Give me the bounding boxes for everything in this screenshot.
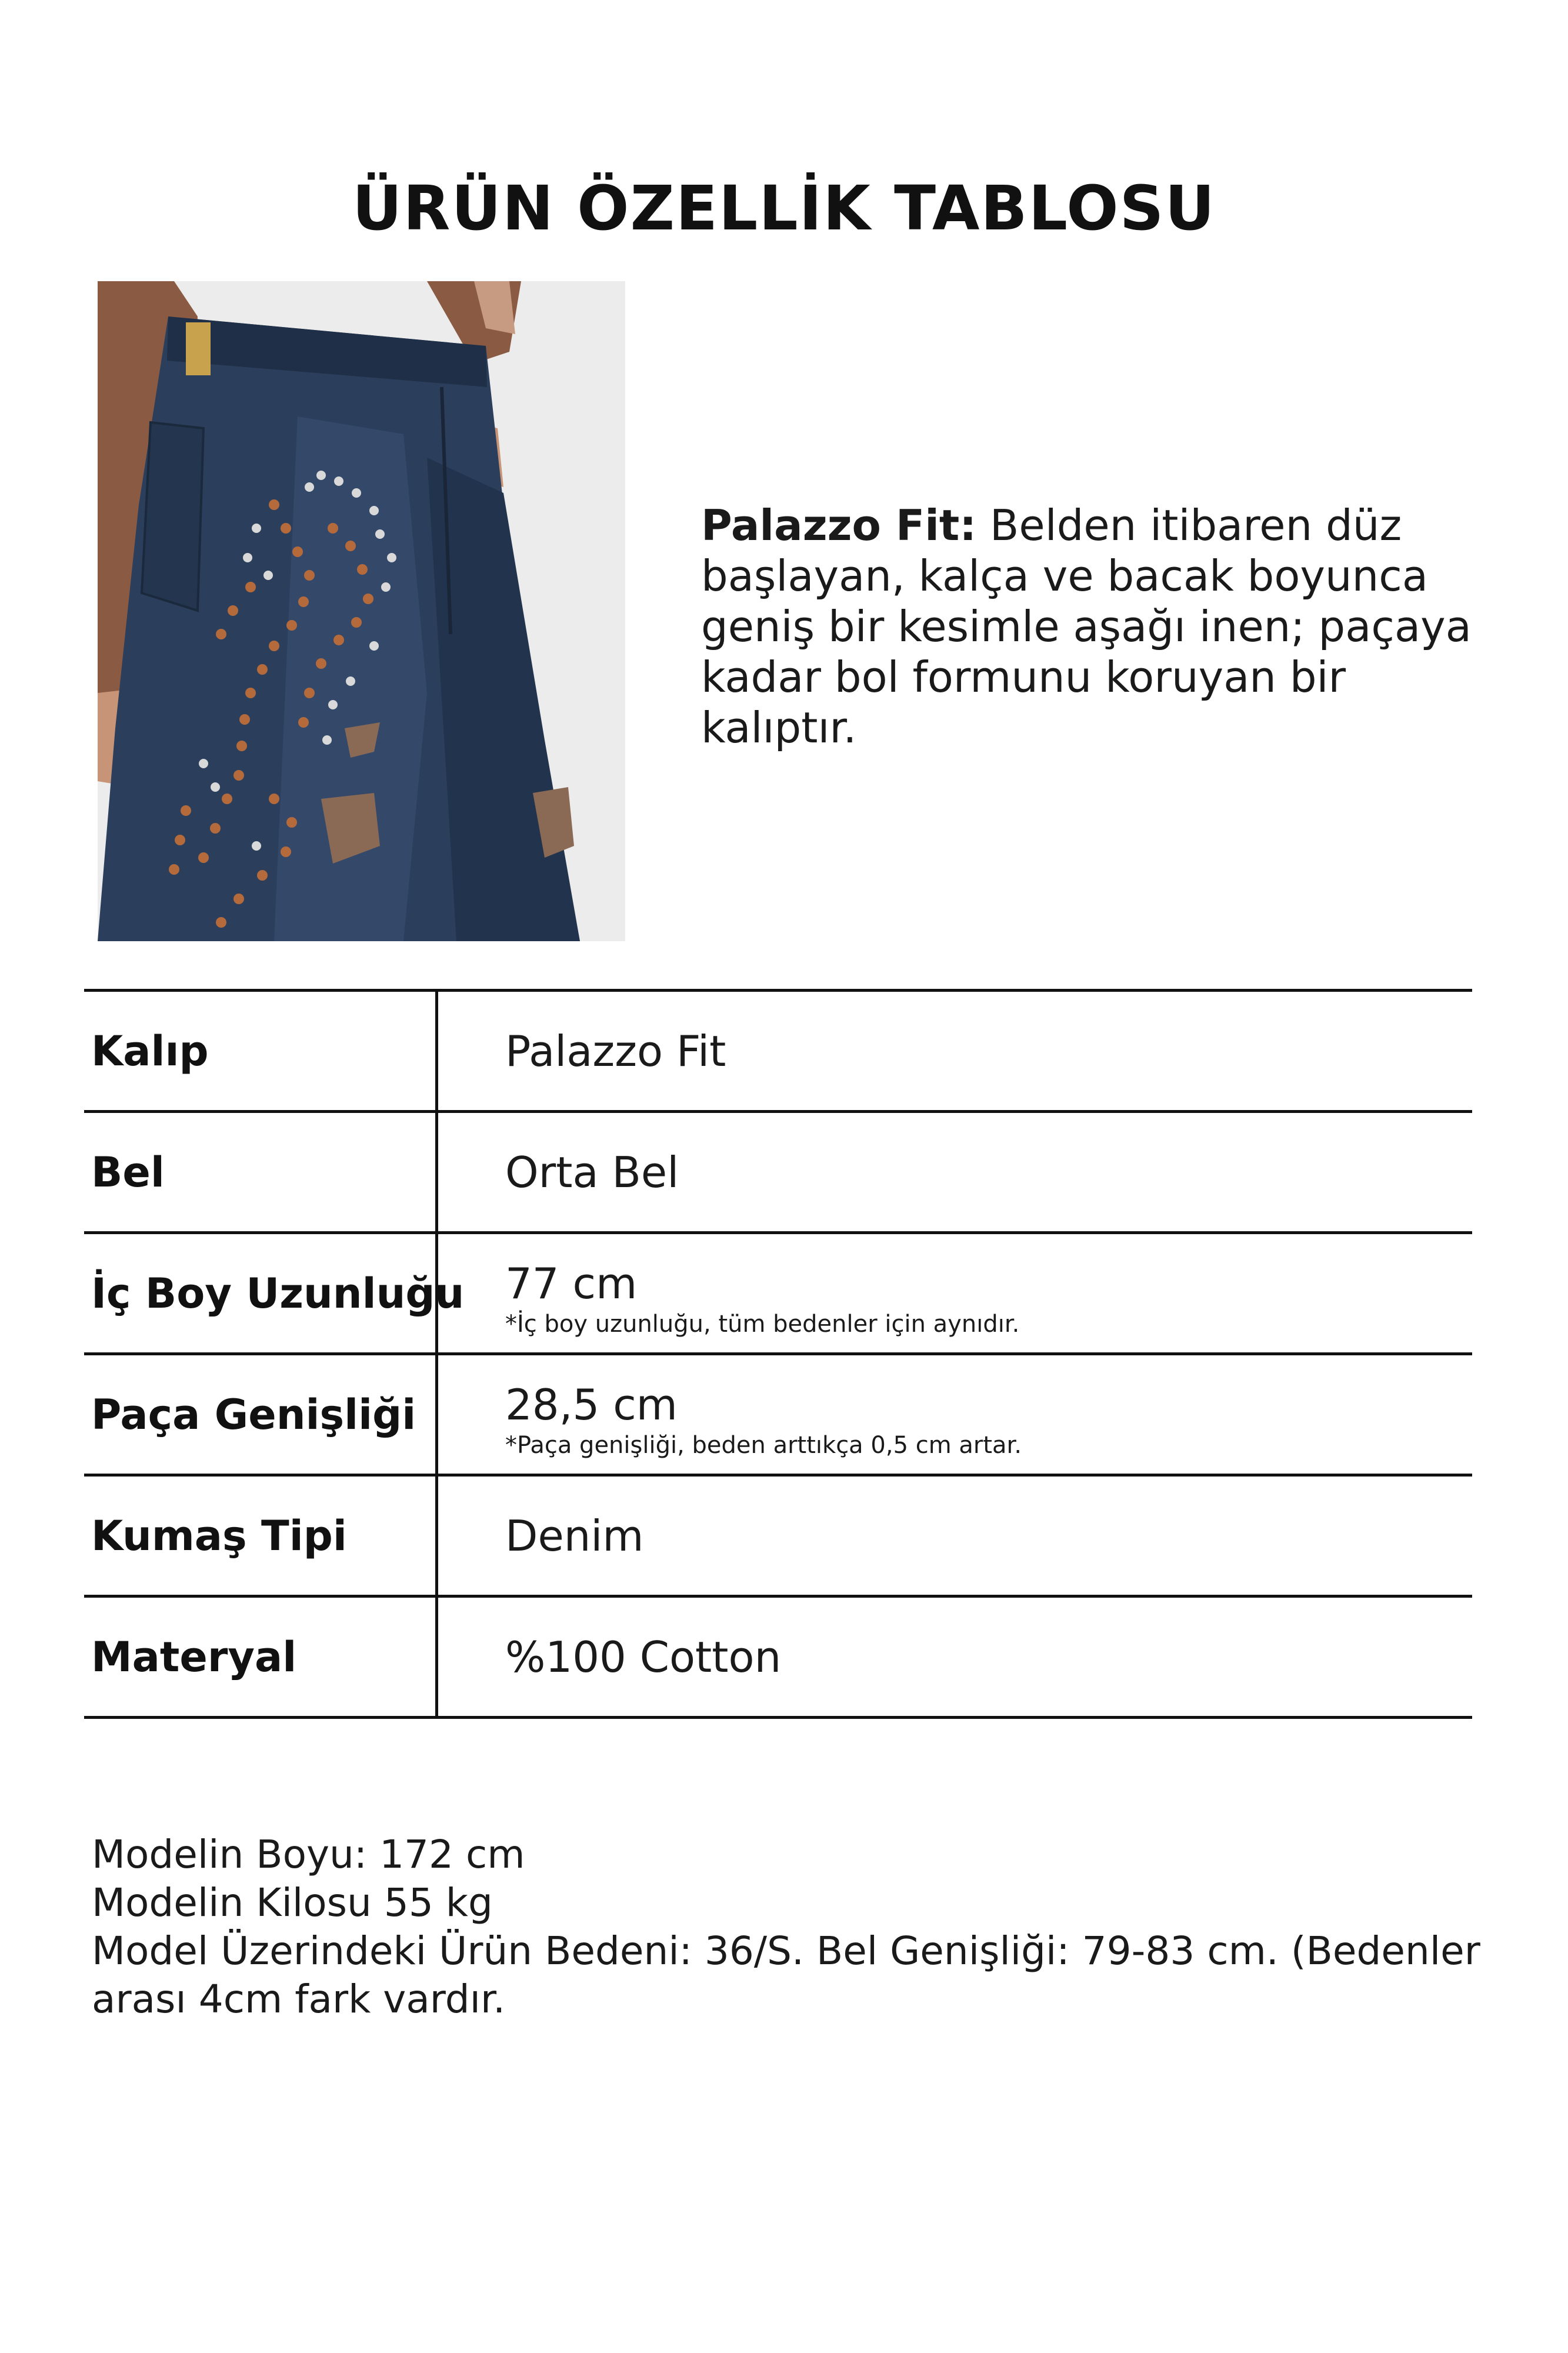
model-info [92,1831,1480,2024]
spec-value: %100 Cotton [505,1632,782,1682]
spec-label: İç Boy Uzunluğu [91,1269,465,1318]
spec-label: Bel [91,1148,165,1197]
spec-row-materyal [84,1595,1472,1719]
column-divider [435,1598,438,1716]
spec-row-kumas [84,1474,1472,1595]
page-title: ÜRÜN ÖZELLİK TABLOSU [352,172,1216,244]
spec-label: Paça Genişliği [91,1390,416,1439]
spec-label: Kalıp [91,1026,209,1075]
spec-value-block [505,1259,1019,1338]
spec-value: 28,5 cm [505,1380,678,1429]
column-divider [435,992,438,1110]
spec-row-kalip [84,989,1472,1110]
spec-value: Palazzo Fit [505,1026,726,1076]
spec-value: 77 cm [505,1259,638,1308]
column-divider [435,1113,438,1231]
spec-note: *İç boy uzunluğu, tüm bedenler için aynıdır. [505,1311,1020,1338]
spec-note: *Paça genişliği, beden arttıkça 0,5 cm artar. [505,1432,1022,1459]
spec-value-block [505,1380,1022,1459]
column-divider [435,1355,438,1474]
spec-row-ic-boy [84,1231,1472,1352]
model-size-note: arası 4cm fark vardır. [92,1977,506,2022]
fit-description-text: Belden itibaren düz başlayan, kalça ve bacak boyunca geniş bir kesimle aşağı inen; paçaya kadar bol formunu koruyan bir kalıptır. [701,501,1472,752]
column-divider [435,1477,438,1595]
spec-value: Denim [505,1511,644,1561]
spec-row-paca [84,1352,1472,1474]
spec-value: Orta Bel [505,1147,679,1197]
model-height: Modelin Boyu: 172 cm [92,1832,525,1877]
model-size: Model Üzerindeki Ürün Bedeni: 36/S. Bel Genişliği: 79-83 cm. (Bedenler [92,1928,1480,1974]
jeans-illustration [98,281,625,941]
fit-description-label: Palazzo Fit: [701,501,977,550]
model-weight: Modelin Kilosu 55 kg [92,1880,493,1925]
spec-row-bel [84,1110,1472,1231]
spec-table [84,989,1472,1719]
fit-description [701,500,1513,753]
spec-label: Kumaş Tipi [91,1511,347,1560]
spec-label: Materyal [91,1632,297,1681]
product-photo [98,281,625,941]
